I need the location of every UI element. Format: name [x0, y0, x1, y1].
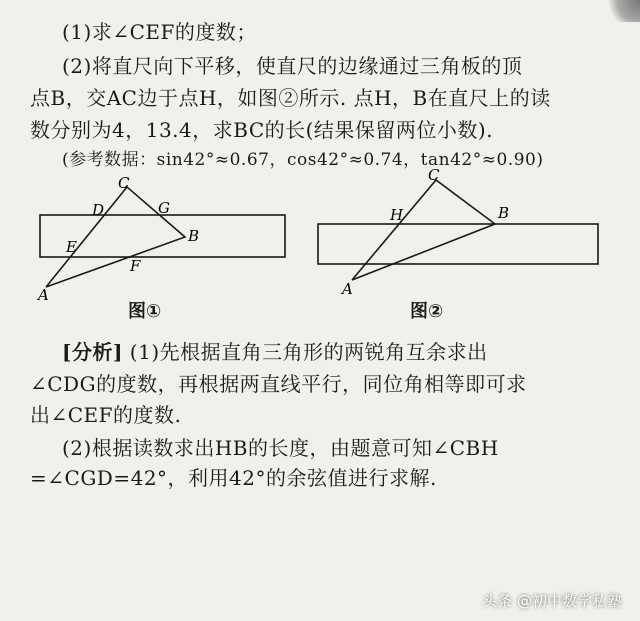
- label-D: D: [92, 201, 105, 219]
- analysis-line-5: =∠CGD=42°，利用42°的余弦值进行求解.: [30, 466, 437, 490]
- figure-1-caption: 图①: [128, 301, 162, 322]
- analysis-line-4: (2)根据读数求出HB的长度，由题意可知∠CBH: [62, 436, 499, 460]
- label-F: F: [130, 257, 141, 275]
- reference-data: (参考数据：sin42°≈0.67，cos42°≈0.74，tan42°≈0.90): [62, 150, 544, 170]
- question-2-line-3: 数分别为4，13.4，求BC的长(结果保留两位小数).: [30, 118, 494, 142]
- label-A: A: [342, 280, 353, 298]
- label-H: H: [390, 206, 404, 224]
- label-C: C: [428, 166, 440, 184]
- analysis-title: [分析]: [62, 340, 123, 364]
- triangle: [352, 180, 495, 280]
- question-2-line-1: (2)将直尺向下平移，使直尺的边缘通过三角板的顶: [62, 54, 523, 78]
- corner-mark: [600, 0, 640, 22]
- question-2-line-2: 点B，交AC边于点H，如图②所示. 点H，B在直尺上的读: [30, 86, 551, 110]
- figure-2: [300, 160, 620, 325]
- label-B: B: [498, 204, 510, 222]
- analysis-line-1: [62, 340, 488, 364]
- watermark: 头条 @初中数学私塾: [482, 592, 622, 610]
- label-E: E: [66, 238, 77, 256]
- label-B: B: [188, 227, 200, 245]
- analysis-line-1-text: (1)先根据直角三角形的两锐角互余求出: [129, 340, 488, 364]
- analysis-line-2: ∠CDG的度数，再根据两直线平行，同位角相等即可求: [30, 372, 527, 396]
- ruler-rect: [318, 224, 598, 264]
- question-1: (1)求∠CEF的度数；: [62, 20, 257, 44]
- analysis-line-3: 出∠CEF的度数.: [30, 403, 182, 427]
- figure-2-caption: 图②: [410, 301, 444, 322]
- label-G: G: [158, 199, 170, 217]
- label-C: C: [118, 175, 130, 192]
- label-A: A: [38, 286, 49, 304]
